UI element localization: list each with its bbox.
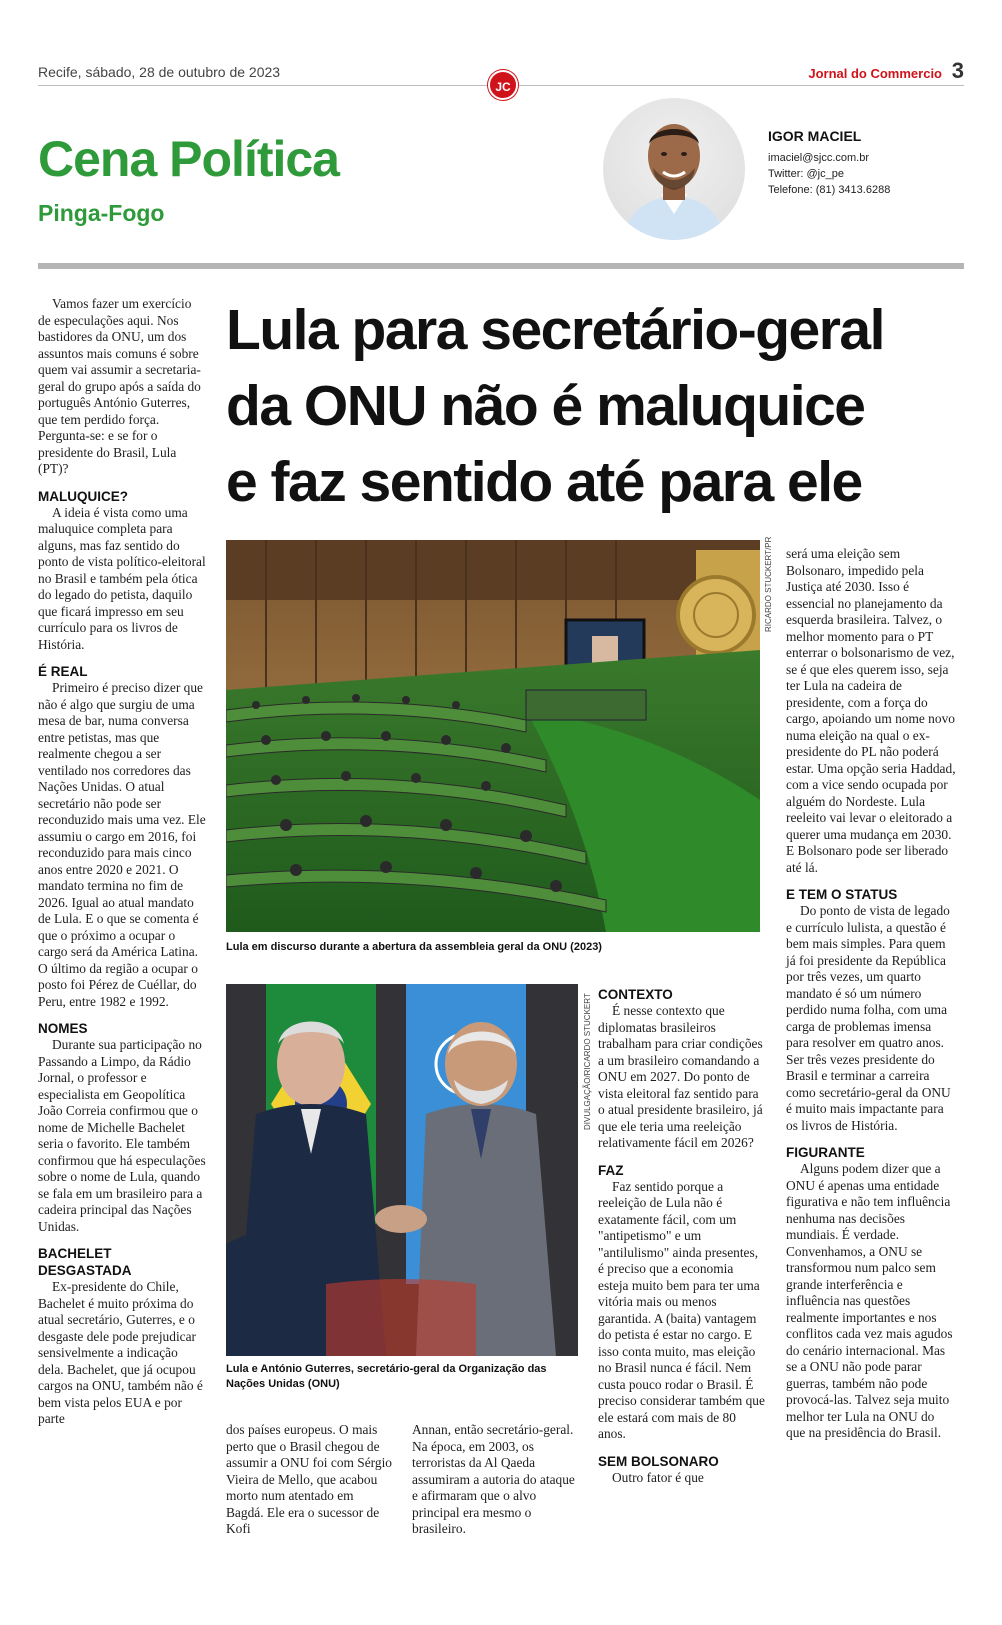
handshake-photo-caption: Lula e António Guterres, secretário-geral da Organização das Nações Unidas (ONU): [226, 1363, 547, 1390]
page-number: 3: [951, 58, 964, 83]
paragraph-nomes: Durante sua participação no Passando a Limpo, da Rádio Jornal, o professor e especialista em Geopolítica João Correia confirmou que o nome de Michelle Bachelet seria o favorito. Ele também confirmou que há especulações sobre o nome de Lula, quando se fala em um brasileiro para a cadeira principal das Nações Unidas.: [38, 1037, 206, 1234]
column-4: [598, 986, 766, 1496]
assembly-hall-illustration: [226, 540, 760, 932]
paragraph-faz: Faz sentido porque a reeleição de Lula não é exatamente fácil, com um "antipetismo" e um "antilulismo" ainda presentes, é preciso que a economia esteja muito bem para ter uma vitória mais ou menos garantida. A (baita) vantagem do petista é estar no cargo. E isso conta muito, mas eleição no Brasil nunca é fácil. Nem custa pouco rodar o Brasil. É preciso considerar também que ele estará com mais de 80 anos.: [598, 1178, 765, 1441]
paragraph-status: Do ponto de vista de legado e currículo lulista, a questão é bem mais simples. Para quem já foi presidente da República por três vezes, um quarto mandato é só um número perdido numa folha, com uma carga de problemas imensa para resolver em quatro anos. Ser três vezes presidente do Brasil e terminar a carreira como secretário-geral da ONU é muito mais impactante para os livros de História.: [786, 903, 951, 1133]
columnist-info: [768, 128, 890, 198]
paragraph-sem-bolsonaro-cont: será uma eleição sem Bolsonaro, impedido pela Justiça até 2030. Isso é essencial no planejamento da esquerda brasileira. Talvez, o melhor momento para o PT enterrar o bolsonarismo de vez, se é que eles querem isso, seja ter Lula na cadeira de presidente, com a força do cargo, apoiando um nome novo numa eleição na qual o ex-presidente do PL não poderá estar. Uma opção seria Haddad, com a vice sendo ocupada por alguém do Nordeste. Lula reeleito vai levar o eleitorado a querer uma mudança em 2030. E Bolsonaro pode ser liberado até lá.: [786, 546, 956, 875]
assembly-photo-caption: Lula em discurso durante a abertura da assembleia geral da ONU (2023): [226, 941, 602, 953]
paragraph-maluquice: A ideia é vista como uma maluquice completa para alguns, mas faz sentido do ponto de vista político-eleitoral no Brasil e também pela ótica do legado do petista, daquilo que ficará impresso em seu currículo para os livros de História.: [38, 504, 206, 652]
subhead-status: E TEM O STATUS: [786, 887, 898, 902]
jc-logo-badge: JC: [488, 70, 518, 100]
paragraph-paises-europeus: dos países europeus. O mais perto que o Brasil chegou de assumir a ONU foi com Sérgio Vieira de Mello, que acabou morto num atentado em Bagdá. Ele era o sucessor de Kofi: [226, 1422, 392, 1536]
subhead-e-real: É REAL: [38, 664, 88, 679]
paragraph-contexto: É nesse contexto que diplomatas brasileiros trabalham para criar condições a um brasileiro comandando a ONU em 2027. Do ponto de vista eleitoral faz sentido para o atual presidente brasileiro, já que ele teria uma reeleição relativamente fácil em 2026?: [598, 1003, 763, 1150]
header-divider: [38, 263, 964, 269]
column-5: [786, 546, 956, 1452]
paragraph-figurante: Alguns podem dizer que a ONU é apenas uma entidade figurativa e não tem influência nenhuma nas decisões mundiais. É verdade. Convenhamos, a ONU se transformou num palco sem grande interferência e influência nas questões realmente importantes e nos conflitos cada vez mais agudos do cenário internacional. Mas se a ONU não pode parar guerras, também não pode provocá-las. Talvez seja muito melhor ter Lula na ONU do que na presidência do Brasil.: [786, 1161, 953, 1440]
paragraph-bachelet: Ex-presidente do Chile, Bachelet é muito próxima do atual secretário, Guterres, e o desgaste dele pode prejudicar sensivelmente a indicação dela. Bachelet, que já ocupou cargos na ONU, também não é bem vista pelos EUA e por parte: [38, 1279, 203, 1426]
columnist-twitter: Twitter: @jc_pe: [768, 168, 844, 180]
column-3-bottom: [412, 1422, 580, 1548]
section-title: Cena Política: [38, 131, 339, 187]
column-1: [38, 296, 206, 1438]
headline-line-1: Lula para secretário-geral: [226, 298, 884, 362]
main-headline: [226, 292, 966, 520]
handshake-photo: [226, 984, 578, 1356]
subhead-sem-bolsonaro: SEM BOLSONARO: [598, 1453, 719, 1469]
columnist-name: IGOR MACIEL: [768, 128, 862, 144]
headline-line-3: e faz sentido até para ele: [226, 450, 862, 514]
columnist-phone: Telefone: (81) 3413.6288: [768, 184, 891, 196]
column-2-bottom: [226, 1422, 394, 1548]
subhead-figurante: FIGURANTE: [786, 1145, 865, 1160]
intro-paragraph: Vamos fazer um exercício de especulações aqui. Nos bastidores da ONU, um dos assuntos mais comuns é sobre quem vai assumir a secretaria-geral do grupo após a saída do português António Guterres, que tem perdido força. Pergunta-se: e se for o presidente do Brasil, Lula (PT)?: [38, 296, 201, 476]
assembly-photo-credit: RICARDO STUCKERT/PR: [764, 536, 773, 632]
subhead-faz: FAZ: [598, 1162, 624, 1178]
headline-line-2: da ONU não é maluquice: [226, 374, 865, 438]
newspaper-name: Jornal do Commercio: [808, 66, 942, 81]
columnist-email[interactable]: imaciel@sjcc.com.br: [768, 152, 870, 164]
section-subtitle: Pinga-Fogo: [38, 200, 165, 226]
assembly-photo: [226, 540, 760, 932]
columnist-photo-illustration: [603, 98, 745, 240]
edition-date: Recife, sábado, 28 de outubro de 2023: [38, 64, 281, 80]
handshake-illustration: [226, 984, 578, 1356]
subhead-maluquice: MALUQUICE?: [38, 488, 128, 504]
paragraph-sem-bolsonaro: Outro fator é que: [612, 1469, 704, 1485]
handshake-photo-credit: DIVULGAÇÃO/RICARDO STUCKERT: [583, 993, 592, 1130]
subhead-nomes: NOMES: [38, 1021, 88, 1036]
subhead-contexto: CONTEXTO: [598, 987, 673, 1002]
paragraph-annan: Annan, então secretário-geral. Na época, em 2003, os terroristas da Al Qaeda assumiram a autoria do ataque e afirmaram que o alvo principal era mesmo o brasileiro.: [412, 1422, 575, 1536]
paragraph-e-real: Primeiro é preciso dizer que não é algo que surgiu de uma mesa de bar, numa conversa entre petistas, mas que realmente chegou a ser ventilado nos corredores das Nações Unidas. O atual secretário não pode ser reconduzido mais uma vez. Ele assumiu o cargo em 2016, foi reconduzido para mais cinco anos entre 2020 e 2021. O mandato termina no fim de 2026. Igual ao atual mandato de Lula. E o que se comenta é que o próximo a ocupar o cargo será da América Latina. O último da região a ocupar o posto foi Pérez de Cuéllar, do Peru, entre 1982 e 1992.: [38, 680, 206, 1009]
columnist-portrait: [603, 98, 745, 240]
subhead-bachelet: BACHELET DESGASTADA: [38, 1246, 132, 1278]
